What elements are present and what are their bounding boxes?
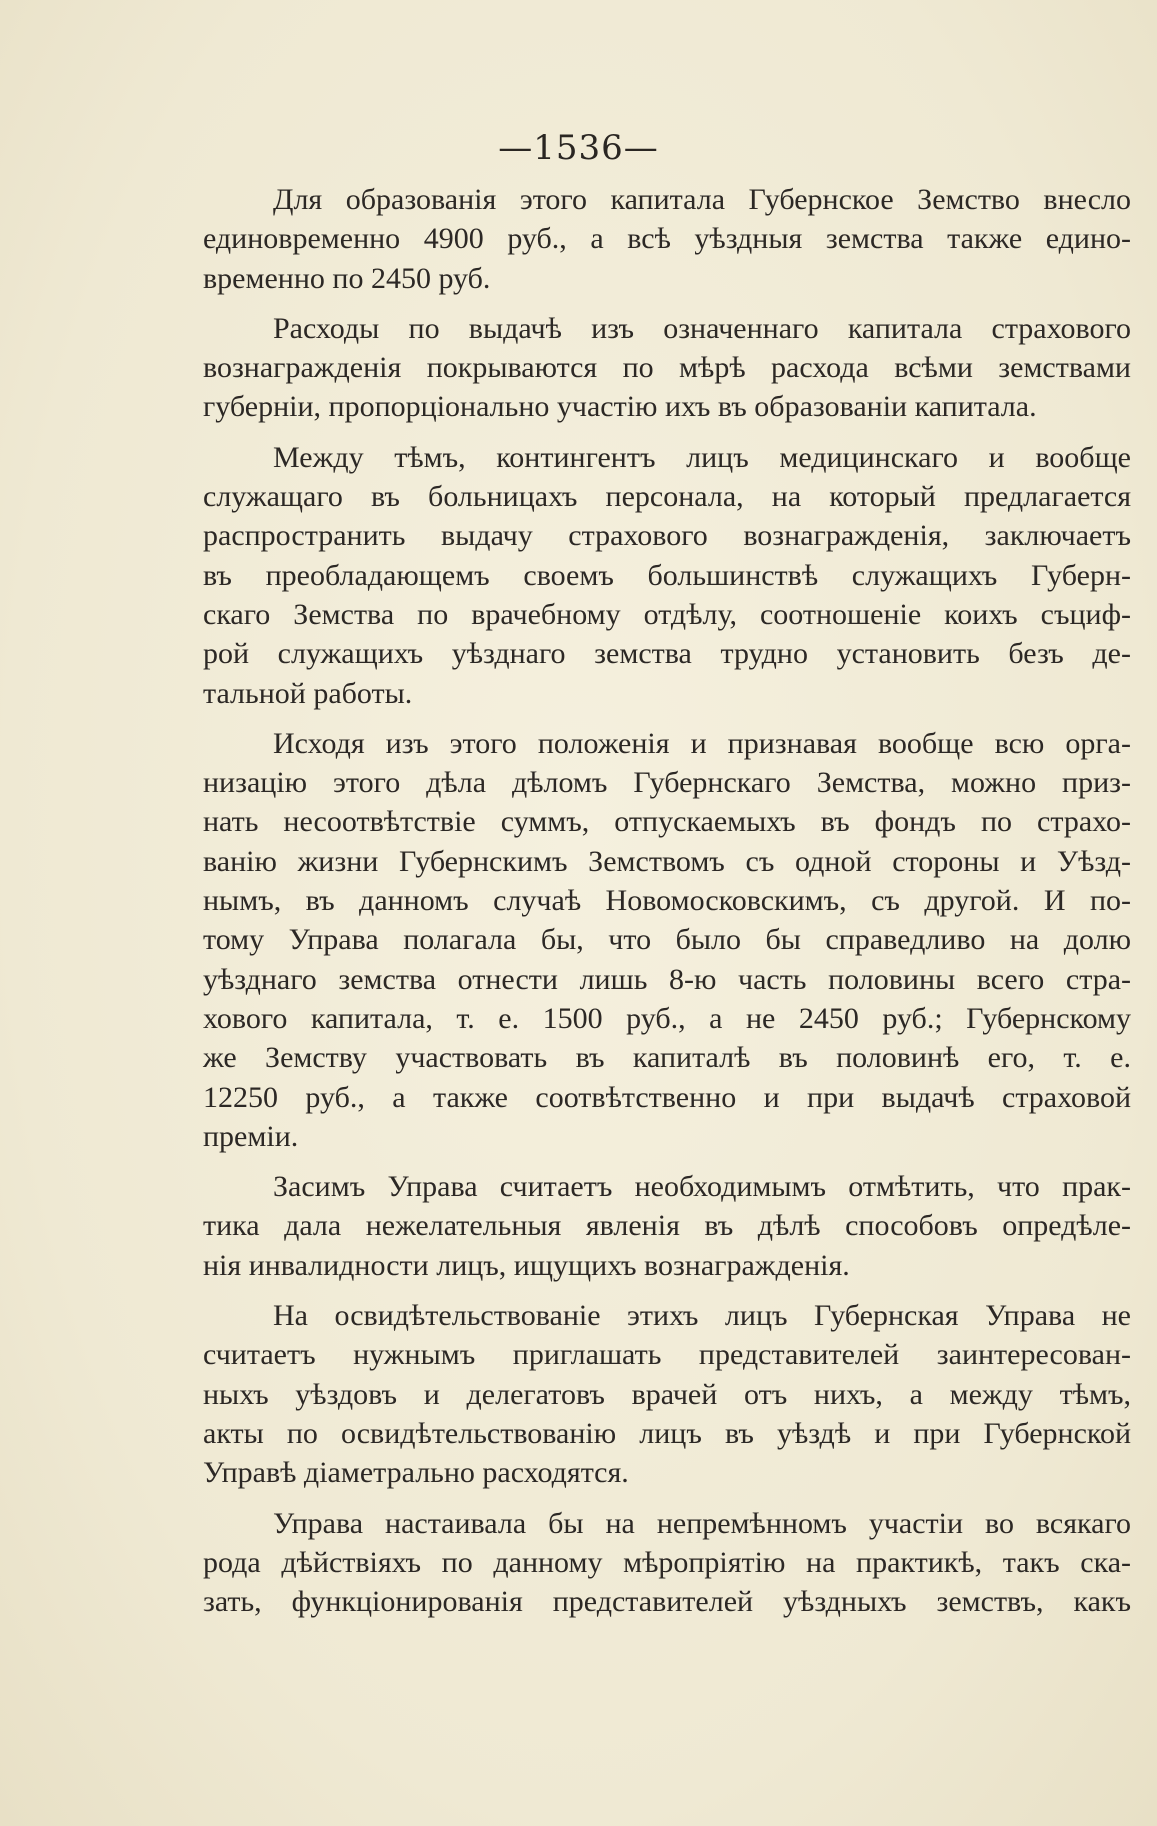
text-line: Управѣ діаметрально расходятся. <box>203 1456 629 1490</box>
paragraph <box>203 1167 1131 1285</box>
text-line: единовременно 4900 руб., а всѣ уѣздныя земства также едино- <box>203 222 1131 256</box>
text-line: распространить выдачу страхового вознагражденія, заключаетъ <box>203 519 1131 553</box>
text-line: Расходы по выдачѣ изъ означеннаго капитала страхового <box>273 311 1131 345</box>
text-line: Для образованія этого капитала Губернское Земство внесло <box>273 183 1131 216</box>
text-line: рой служащихъ уѣзднаго земства трудно установить безъ де- <box>203 637 1131 671</box>
text-line: губерніи, пропорціонально участію ихъ въ образованіи капитала. <box>203 390 1037 424</box>
text-line: нымъ, въ данномъ случаѣ Новомосковскимъ, съ другой. И по- <box>203 884 1131 918</box>
text-line: рода дѣйствіяхъ по данному мѣропріятію на практикѣ, такъ ска- <box>203 1545 1131 1579</box>
text-line: хового капитала, т. е. 1500 руб., а не 2450 руб.; Губернскому <box>203 1001 1131 1035</box>
text-line: считаетъ нужнымъ приглашать представителей заинтересован- <box>203 1338 1131 1372</box>
body-text <box>203 180 1131 1632</box>
text-line: низацію этого дѣла дѣломъ Губернскаго Земства, можно приз- <box>203 766 1131 800</box>
paragraph <box>203 180 1131 298</box>
text-line: На освидѣтельствованіе этихъ лицъ Губернская Управа не <box>273 1299 1131 1333</box>
text-line: нать несоотвѣтствіе суммъ, отпускаемыхъ въ фондъ по страхо- <box>203 805 1131 839</box>
paragraph <box>203 724 1131 1156</box>
text-line: временно по 2450 руб. <box>203 261 491 295</box>
paragraph <box>203 1504 1131 1622</box>
page-number: —1536— <box>498 128 659 168</box>
text-line: зать, функціонированія представителей уѣздныхъ земствъ, какъ <box>203 1585 1131 1619</box>
text-line: акты по освидѣтельствованію лицъ въ уѣздѣ и при Губернской <box>203 1416 1131 1450</box>
paragraph <box>203 309 1131 427</box>
text-line: тальной работы. <box>203 676 413 710</box>
text-line: скаго Земства по врачебному отдѣлу, соотношеніе коихъ съциф- <box>203 597 1131 631</box>
text-line: Исходя изъ этого положенія и признавая вообще всю орга- <box>273 726 1131 760</box>
text-line: тика дала нежелательныя явленія въ дѣлѣ способовъ опредѣле- <box>203 1209 1131 1243</box>
text-line: Управа настаивала бы на непремѣнномъ участіи во всякаго <box>273 1506 1131 1540</box>
paragraph <box>203 1296 1131 1492</box>
text-line: въ преобладающемъ своемъ большинствѣ служащихъ Губерн- <box>203 558 1131 592</box>
text-line: Между тѣмъ, контингентъ лицъ медицинскаго и вообще <box>273 440 1131 474</box>
text-line: нія инвалидности лицъ, ищущихъ вознагражденія. <box>203 1248 850 1282</box>
text-line: ныхъ уѣздовъ и делегатовъ врачей отъ нихъ, а между тѣмъ, <box>203 1377 1131 1411</box>
text-line: уѣзднаго земства отнести лишь 8-ю часть половины всего стра- <box>203 962 1131 996</box>
text-line: преміи. <box>203 1119 299 1153</box>
paragraph <box>203 438 1131 713</box>
text-line: служащаго въ больницахъ персонала, на который предлагается <box>203 480 1131 514</box>
text-line: 12250 руб., а также соотвѣтственно и при выдачѣ страховой <box>203 1080 1131 1114</box>
text-line: тому Управа полагала бы, что было бы справедливо на долю <box>203 923 1131 957</box>
text-line: вознагражденія покрываются по мѣрѣ расхода всѣми земствами <box>203 351 1131 385</box>
text-line: Засимъ Управа считаетъ необходимымъ отмѣтить, что прак- <box>273 1170 1131 1204</box>
text-line: же Земству участвовать въ капиталѣ въ половинѣ его, т. е. <box>203 1041 1131 1075</box>
text-line: ванію жизни Губернскимъ Земствомъ съ одной стороны и Уѣзд- <box>203 844 1131 878</box>
